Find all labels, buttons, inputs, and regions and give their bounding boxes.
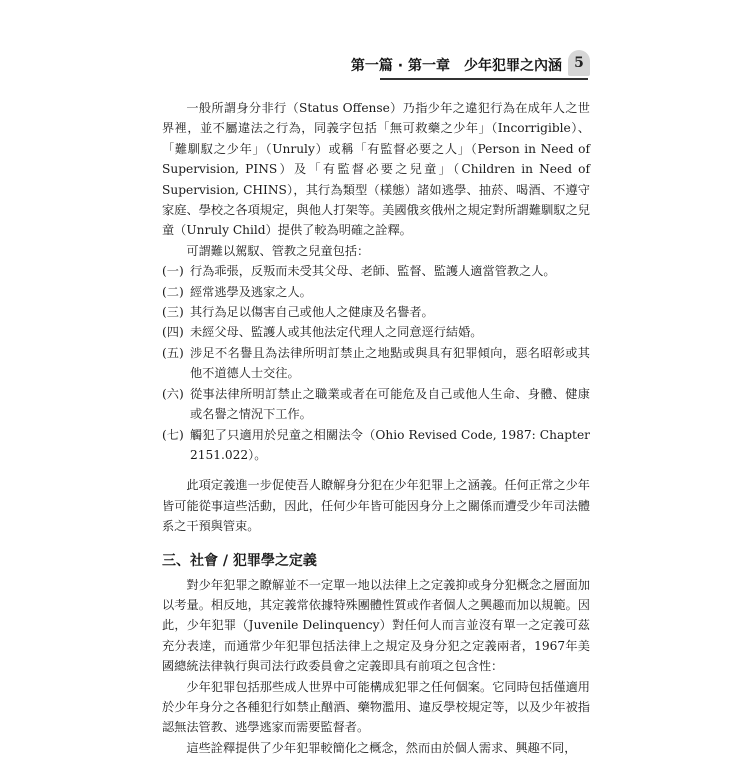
list-item-text: 涉足不名譽且為法律所明訂禁止之地點或與具有犯罪傾向，惡名昭彰或其他不道德人士交往。 (190, 345, 590, 381)
list-item-text: 經常逃學及逃家之人。 (190, 284, 312, 299)
paragraph-social-definition: 對少年犯罪之瞭解並不一定單一地以法律上之定義抑或身分犯概念之層面加以考量。相反地，其定義常依據特殊團體性質或作者個人之興趣而加以規範。因此，少年犯罪（Juvenile Delinquency）對任何人而言並沒有單一之定義可茲充分表達，而通常少年犯罪包括法律上之規定及身分犯之定義兩者，1967年美國總統法律執行與司法行政委員會之定義即具有前項之包含性： (162, 577, 590, 674)
list-item-text: 從事法律所明訂禁止之職業或者在可能危及自己或他人生命、身體、健康或名譽之情況下工作。 (190, 386, 590, 422)
list-item-marker: (四) (162, 325, 184, 340)
list-item (162, 302, 590, 322)
paragraph-list-intro: 可謂難以駕馭、管教之兒童包括： (186, 243, 370, 258)
header-rule (380, 78, 588, 80)
list-item-marker: (六) (162, 386, 184, 401)
list-item-marker: (三) (162, 305, 184, 320)
paragraph-gap (162, 537, 590, 547)
paragraph-gap (162, 465, 590, 475)
list-item-marker: (七) (162, 427, 184, 442)
list-item-marker: (二) (162, 284, 184, 299)
page-body (162, 98, 590, 758)
list-item (162, 425, 590, 466)
running-header-title: 第一篇 · 第一章 少年犯罪之內涵 (350, 58, 562, 74)
paragraph-status-offense: 一般所謂身分非行（Status Offense）乃指少年之違犯行為在成年人之世界裡，並不屬違法之行為，同義字包括「無可救藥之少年」（Incorrigible）、「難馴馭之少年」（Unruly）或稱「有監督必要之人」（Person in Need of Supervision, PINS）及「有監督必要之兒童」（Children in Need of Supervision, CHINS），其行為類型（樣態）諸如逃學、抽菸、喝酒、不遵守家庭、學校之各項規定，與他人打架等。美國俄亥俄州之規定對所謂難馴馭之兒童（Unruly Child）提供了較為明確之詮釋。 (162, 101, 590, 238)
list-item (162, 384, 590, 425)
list-item-text: 未經父母、監護人或其他法定代理人之同意逕行結婚。 (190, 325, 483, 340)
page-number: 5 (568, 50, 590, 76)
paragraph-implication: 此項定義進一步促使吾人瞭解身分犯在少年犯罪上之涵義。任何正常之少年皆可能從事這些活動，因此，任何少年皆可能因身分上之關係而遭受少年司法體系之干預與管束。 (162, 478, 590, 534)
list-item (162, 282, 590, 302)
list-item-text: 觸犯了只適用於兒童之相關法令（Ohio Revised Code, 1987: Chapter 2151.022）。 (190, 427, 590, 462)
running-header (0, 50, 750, 80)
list-item-marker: (一) (162, 264, 184, 279)
paragraph-continuation: 這些詮釋提供了少年犯罪較簡化之概念，然而由於個人需求、興趣不同， (186, 740, 577, 755)
list-item (162, 261, 590, 281)
list-item-text: 行為乖張，反叛而未受其父母、老師、監督、監護人適當管教之人。 (190, 264, 556, 279)
list-item (162, 322, 590, 342)
section-heading: 三、社會 / 犯罪學之定義 (162, 552, 317, 569)
list-item-marker: (五) (162, 345, 184, 360)
list-item (162, 343, 590, 384)
list-item-text: 其行為足以傷害自己或他人之健康及名譽者。 (190, 305, 434, 320)
paragraph-commission-definition: 少年犯罪包括那些成人世界中可能構成犯罪之任何個案。它同時包括僅適用於少年身分之各種犯行如禁止酗酒、藥物濫用、違反學校規定等，以及少年被指認無法管教、逃學逃家而需要監督者。 (162, 679, 590, 735)
